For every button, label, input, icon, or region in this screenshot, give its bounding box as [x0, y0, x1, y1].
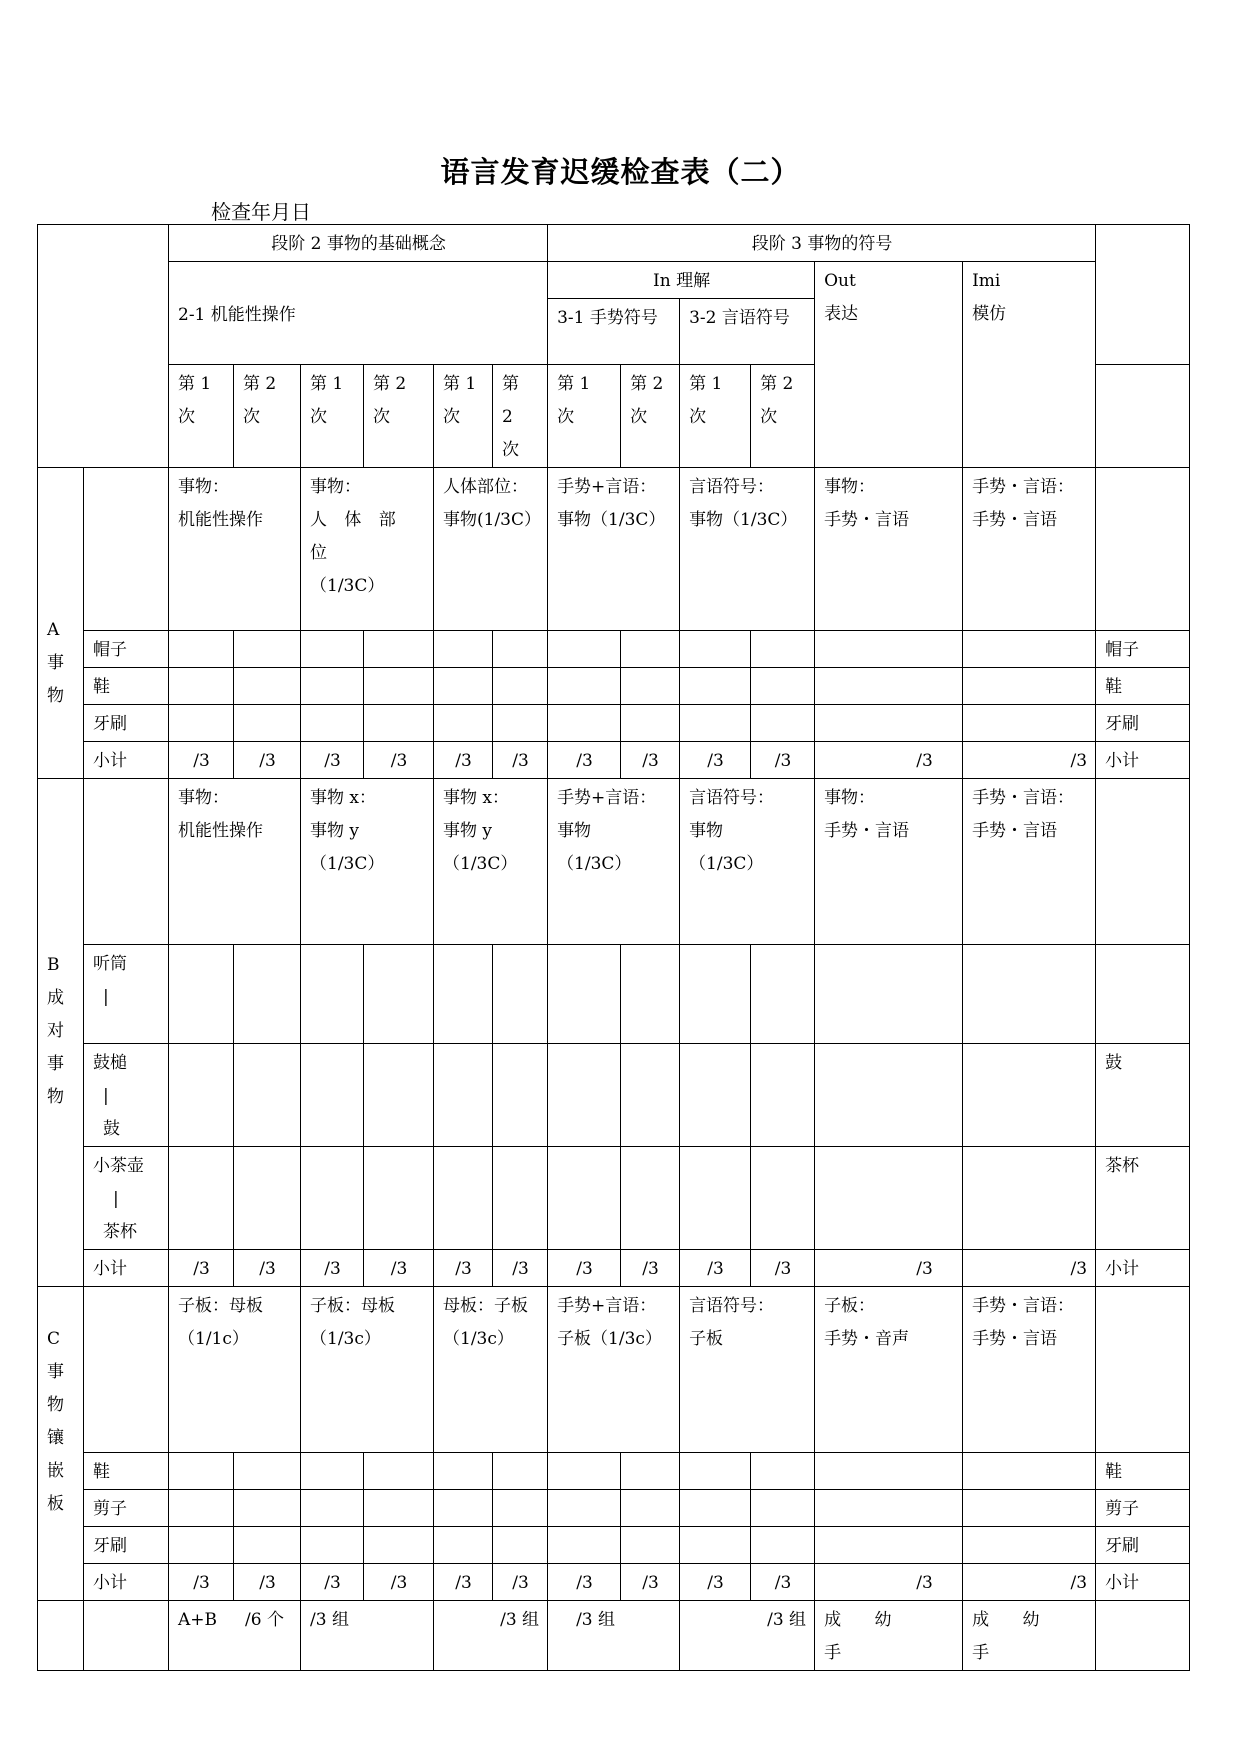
- subtotal-right-label: 小计: [1096, 742, 1190, 779]
- score-cell[interactable]: [963, 945, 1096, 1044]
- footer-out: 成 幼 手: [815, 1601, 963, 1671]
- b-desc-3-2: 言语符号： 事物 （1/3C）: [680, 779, 815, 945]
- score-cell[interactable]: [680, 705, 751, 742]
- score-cell[interactable]: [751, 1490, 815, 1527]
- score-cell[interactable]: [751, 705, 815, 742]
- footer-group: /3 组: [680, 1601, 815, 1671]
- score-cell[interactable]: [493, 668, 548, 705]
- score-cell[interactable]: [234, 1453, 301, 1490]
- c-desc-3-1: 手势+言语： 子板（1/3c）: [548, 1287, 680, 1453]
- subtotal-cell: /3: [493, 742, 548, 779]
- footer-imi: 成 幼 手: [963, 1601, 1096, 1671]
- subtotal-cell: /3: [301, 742, 364, 779]
- c-desc-2-2: 子板：母板 （1/3c）: [301, 1287, 434, 1453]
- score-cell[interactable]: [963, 631, 1096, 668]
- score-cell[interactable]: [364, 945, 434, 1044]
- score-cell[interactable]: [434, 1147, 493, 1250]
- c-desc-2-1: 子板：母板 （1/1c）: [169, 1287, 301, 1453]
- score-cell[interactable]: [621, 945, 680, 1044]
- b-row-right-label: 茶杯: [1096, 1147, 1190, 1250]
- a-row-label: 鞋: [84, 668, 169, 705]
- c-desc-2-3: 母板：子板 （1/3c）: [434, 1287, 548, 1453]
- subtotal-cell: /3: [434, 1564, 493, 1601]
- c-row-label: 牙刷: [84, 1527, 169, 1564]
- score-cell[interactable]: [751, 1527, 815, 1564]
- b-desc-right: [1096, 779, 1190, 945]
- a-desc-3-2: 言语符号： 事物（1/3C）: [680, 468, 815, 631]
- subtotal-cell: /3: [963, 1250, 1096, 1287]
- score-cell[interactable]: [621, 1453, 680, 1490]
- score-cell[interactable]: [301, 1044, 364, 1147]
- trial-2: 第 2 次: [493, 365, 548, 468]
- c-desc-3-2: 言语符号： 子板: [680, 1287, 815, 1453]
- subtotal-right-label: 小计: [1096, 1564, 1190, 1601]
- col-3-1: 3-1 手势符号: [548, 299, 680, 365]
- page-title: 语言发育迟缓检查表（二）: [440, 155, 801, 189]
- score-cell[interactable]: [169, 668, 234, 705]
- stage3-header: 段阶 3 事物的符号: [548, 225, 1096, 262]
- score-cell[interactable]: [169, 1527, 234, 1564]
- b-desc-2-2: 事物 x： 事物 y （1/3C）: [301, 779, 434, 945]
- score-cell[interactable]: [621, 668, 680, 705]
- score-cell[interactable]: [434, 668, 493, 705]
- score-cell[interactable]: [751, 1453, 815, 1490]
- subtotal-label: 小计: [84, 742, 169, 779]
- score-cell[interactable]: [434, 705, 493, 742]
- b-desc-3-1: 手势+言语： 事物 （1/3C）: [548, 779, 680, 945]
- b-row-right-label: 鼓: [1096, 1044, 1190, 1147]
- score-cell[interactable]: [548, 631, 621, 668]
- language-delay-checklist-table: [37, 224, 1190, 1671]
- score-cell[interactable]: [234, 1527, 301, 1564]
- subtotal-cell: /3: [548, 1250, 621, 1287]
- footer-group: /3 组: [301, 1601, 434, 1671]
- header-corner: [38, 225, 169, 468]
- section-b-blank: [84, 779, 169, 945]
- trial-1: 第 1 次: [548, 365, 621, 468]
- a-desc-2-3: 人体部位： 事物(1/3C）: [434, 468, 548, 631]
- score-cell[interactable]: [434, 1490, 493, 1527]
- a-row-label: 帽子: [84, 631, 169, 668]
- subtotal-cell: /3: [301, 1250, 364, 1287]
- section-b-label: B 成 对 事 物: [38, 779, 84, 1287]
- subtotal-cell: /3: [234, 1564, 301, 1601]
- score-cell[interactable]: [815, 1453, 963, 1490]
- score-cell[interactable]: [963, 1490, 1096, 1527]
- subtotal-right-label: 小计: [1096, 1250, 1190, 1287]
- footer-ab: A+B /6 个: [169, 1601, 301, 1671]
- score-cell[interactable]: [680, 631, 751, 668]
- score-cell[interactable]: [169, 1044, 234, 1147]
- subtotal-label: 小计: [84, 1564, 169, 1601]
- score-cell[interactable]: [751, 1147, 815, 1250]
- score-cell[interactable]: [493, 631, 548, 668]
- c-desc-imi: 手势・言语： 手势・言语: [963, 1287, 1096, 1453]
- subtotal-cell: /3: [963, 742, 1096, 779]
- score-cell[interactable]: [493, 705, 548, 742]
- score-cell[interactable]: [548, 945, 621, 1044]
- col-3-2: 3-2 言语符号: [680, 299, 815, 365]
- score-cell[interactable]: [234, 631, 301, 668]
- score-cell[interactable]: [169, 1147, 234, 1250]
- b-desc-out: 事物： 手势・言语: [815, 779, 963, 945]
- trial-2: 第 2 次: [751, 365, 815, 468]
- score-cell[interactable]: [815, 1044, 963, 1147]
- score-cell[interactable]: [621, 631, 680, 668]
- trial-1: 第 1 次: [169, 365, 234, 468]
- subtotal-cell: /3: [680, 1250, 751, 1287]
- section-a-label: A 事 物: [38, 468, 84, 779]
- score-cell[interactable]: [815, 1490, 963, 1527]
- header-right-blank: [1096, 225, 1190, 365]
- a-desc-2-1: 事物： 机能性操作: [169, 468, 301, 631]
- score-cell[interactable]: [234, 668, 301, 705]
- section-c-label: C 事 物 镶 嵌 板: [38, 1287, 84, 1601]
- subtotal-cell: /3: [493, 1250, 548, 1287]
- score-cell[interactable]: [621, 1490, 680, 1527]
- score-cell[interactable]: [434, 1453, 493, 1490]
- score-cell[interactable]: [621, 1044, 680, 1147]
- b-row-label: 鼓槌 | 鼓: [84, 1044, 169, 1147]
- score-cell[interactable]: [548, 1147, 621, 1250]
- score-cell[interactable]: [364, 1453, 434, 1490]
- subtotal-cell: /3: [548, 1564, 621, 1601]
- header-right-blank-2: [1096, 365, 1190, 468]
- score-cell[interactable]: [815, 668, 963, 705]
- c-row-label: 鞋: [84, 1453, 169, 1490]
- trial-2: 第 2 次: [621, 365, 680, 468]
- b-row-label: 听筒 |: [84, 945, 169, 1044]
- score-cell[interactable]: [434, 945, 493, 1044]
- score-cell[interactable]: [548, 668, 621, 705]
- score-cell[interactable]: [621, 705, 680, 742]
- subtotal-cell: /3: [234, 742, 301, 779]
- subtotal-cell: /3: [621, 1564, 680, 1601]
- subtotal-cell: /3: [963, 1564, 1096, 1601]
- trial-2: 第 2 次: [364, 365, 434, 468]
- subtotal-cell: /3: [169, 742, 234, 779]
- score-cell[interactable]: [364, 1044, 434, 1147]
- subtotal-cell: /3: [493, 1564, 548, 1601]
- score-cell[interactable]: [493, 1044, 548, 1147]
- score-cell[interactable]: [234, 945, 301, 1044]
- score-cell[interactable]: [963, 1527, 1096, 1564]
- score-cell[interactable]: [621, 1147, 680, 1250]
- score-cell[interactable]: [963, 668, 1096, 705]
- subtotal-cell: /3: [364, 1250, 434, 1287]
- trial-1: 第 1 次: [680, 365, 751, 468]
- trial-1: 第 1 次: [301, 365, 364, 468]
- score-cell[interactable]: [963, 705, 1096, 742]
- score-cell[interactable]: [680, 1490, 751, 1527]
- subtotal-cell: /3: [434, 742, 493, 779]
- score-cell[interactable]: [234, 705, 301, 742]
- score-cell[interactable]: [364, 631, 434, 668]
- score-cell[interactable]: [548, 1527, 621, 1564]
- subtotal-cell: /3: [815, 1564, 963, 1601]
- section-c-blank: [84, 1287, 169, 1453]
- a-desc-right: [1096, 468, 1190, 631]
- c-row-label: 剪子: [84, 1490, 169, 1527]
- check-date-label: 检查年月日: [211, 200, 311, 224]
- score-cell[interactable]: [493, 1453, 548, 1490]
- subtotal-cell: /3: [751, 742, 815, 779]
- score-cell[interactable]: [815, 945, 963, 1044]
- score-cell[interactable]: [493, 1490, 548, 1527]
- a-row-right-label: 牙刷: [1096, 705, 1190, 742]
- score-cell[interactable]: [434, 631, 493, 668]
- subtotal-cell: /3: [680, 742, 751, 779]
- score-cell[interactable]: [169, 945, 234, 1044]
- score-cell[interactable]: [815, 631, 963, 668]
- subtotal-cell: /3: [234, 1250, 301, 1287]
- a-row-right-label: 帽子: [1096, 631, 1190, 668]
- trial-2: 第 2 次: [234, 365, 301, 468]
- b-desc-imi: 手势・言语： 手势・言语: [963, 779, 1096, 945]
- a-desc-2-2: 事物： 人 体 部 位 （1/3C）: [301, 468, 434, 631]
- subtotal-cell: /3: [751, 1564, 815, 1601]
- subtotal-cell: /3: [751, 1250, 815, 1287]
- score-cell[interactable]: [493, 1527, 548, 1564]
- subtotal-cell: /3: [301, 1564, 364, 1601]
- subtotal-cell: /3: [434, 1250, 493, 1287]
- subtotal-cell: /3: [548, 742, 621, 779]
- score-cell[interactable]: [169, 1453, 234, 1490]
- score-cell[interactable]: [815, 705, 963, 742]
- footer-group: /3 组: [434, 1601, 548, 1671]
- score-cell[interactable]: [680, 668, 751, 705]
- c-row-right-label: 剪子: [1096, 1490, 1190, 1527]
- score-cell[interactable]: [621, 1527, 680, 1564]
- score-cell[interactable]: [680, 1044, 751, 1147]
- footer-group: /3 组: [548, 1601, 680, 1671]
- in-understanding: In 理解: [548, 262, 815, 299]
- subtotal-cell: /3: [815, 742, 963, 779]
- score-cell[interactable]: [548, 1490, 621, 1527]
- score-cell[interactable]: [301, 1147, 364, 1250]
- b-desc-2-1: 事物： 机能性操作: [169, 779, 301, 945]
- score-cell[interactable]: [434, 1044, 493, 1147]
- score-cell[interactable]: [815, 1147, 963, 1250]
- a-desc-3-1: 手势+言语： 事物（1/3C）: [548, 468, 680, 631]
- score-cell[interactable]: [751, 1044, 815, 1147]
- score-cell[interactable]: [963, 1044, 1096, 1147]
- footer-blank: [38, 1601, 84, 1671]
- score-cell[interactable]: [493, 1147, 548, 1250]
- score-cell[interactable]: [169, 1490, 234, 1527]
- score-cell[interactable]: [751, 668, 815, 705]
- b-desc-2-3: 事物 x： 事物 y （1/3C）: [434, 779, 548, 945]
- score-cell[interactable]: [301, 1527, 364, 1564]
- score-cell[interactable]: [680, 945, 751, 1044]
- subtotal-cell: /3: [169, 1564, 234, 1601]
- section-a-blank: [84, 468, 169, 631]
- score-cell[interactable]: [548, 705, 621, 742]
- col-2-1: 2-1 机能性操作: [178, 305, 296, 325]
- score-cell[interactable]: [963, 1453, 1096, 1490]
- score-cell[interactable]: [364, 1527, 434, 1564]
- subtotal-cell: /3: [364, 742, 434, 779]
- out-header: Out 表达: [815, 262, 963, 468]
- subtotal-cell: /3: [621, 1250, 680, 1287]
- score-cell[interactable]: [301, 945, 364, 1044]
- b-row-right-label: [1096, 945, 1190, 1044]
- score-cell[interactable]: [234, 1490, 301, 1527]
- subtotal-cell: /3: [680, 1564, 751, 1601]
- subtotal-cell: /3: [621, 742, 680, 779]
- score-cell[interactable]: [963, 1147, 1096, 1250]
- score-cell[interactable]: [364, 705, 434, 742]
- stage2-blank: [169, 262, 548, 365]
- a-row-right-label: 鞋: [1096, 668, 1190, 705]
- score-cell[interactable]: [815, 1527, 963, 1564]
- score-cell[interactable]: [234, 1147, 301, 1250]
- imi-header: Imi 模仿: [963, 262, 1096, 468]
- score-cell[interactable]: [301, 1490, 364, 1527]
- score-cell[interactable]: [301, 631, 364, 668]
- score-cell[interactable]: [680, 1527, 751, 1564]
- score-cell[interactable]: [493, 945, 548, 1044]
- c-desc-out: 子板： 手势・音声: [815, 1287, 963, 1453]
- score-cell[interactable]: [301, 1453, 364, 1490]
- score-cell[interactable]: [548, 1453, 621, 1490]
- footer-blank: [1096, 1601, 1190, 1671]
- score-cell[interactable]: [364, 1147, 434, 1250]
- score-cell[interactable]: [680, 1147, 751, 1250]
- subtotal-cell: /3: [364, 1564, 434, 1601]
- score-cell[interactable]: [751, 945, 815, 1044]
- score-cell[interactable]: [234, 1044, 301, 1147]
- stage2-header: 段阶 2 事物的基础概念: [169, 225, 548, 262]
- subtotal-cell: /3: [169, 1250, 234, 1287]
- subtotal-cell: /3: [815, 1250, 963, 1287]
- footer-blank: [84, 1601, 169, 1671]
- c-desc-right: [1096, 1287, 1190, 1453]
- a-row-label: 牙刷: [84, 705, 169, 742]
- trial-1: 第 1 次: [434, 365, 493, 468]
- score-cell[interactable]: [364, 668, 434, 705]
- score-cell[interactable]: [301, 668, 364, 705]
- b-row-label: 小茶壶 | 茶杯: [84, 1147, 169, 1250]
- c-row-right-label: 鞋: [1096, 1453, 1190, 1490]
- score-cell[interactable]: [364, 1490, 434, 1527]
- score-cell[interactable]: [434, 1527, 493, 1564]
- subtotal-label: 小计: [84, 1250, 169, 1287]
- c-row-right-label: 牙刷: [1096, 1527, 1190, 1564]
- score-cell[interactable]: [680, 1453, 751, 1490]
- score-cell[interactable]: [301, 705, 364, 742]
- score-cell[interactable]: [548, 1044, 621, 1147]
- score-cell[interactable]: [169, 631, 234, 668]
- a-desc-imi: 手势・言语： 手势・言语: [963, 468, 1096, 631]
- a-desc-out: 事物： 手势・言语: [815, 468, 963, 631]
- score-cell[interactable]: [169, 705, 234, 742]
- score-cell[interactable]: [751, 631, 815, 668]
